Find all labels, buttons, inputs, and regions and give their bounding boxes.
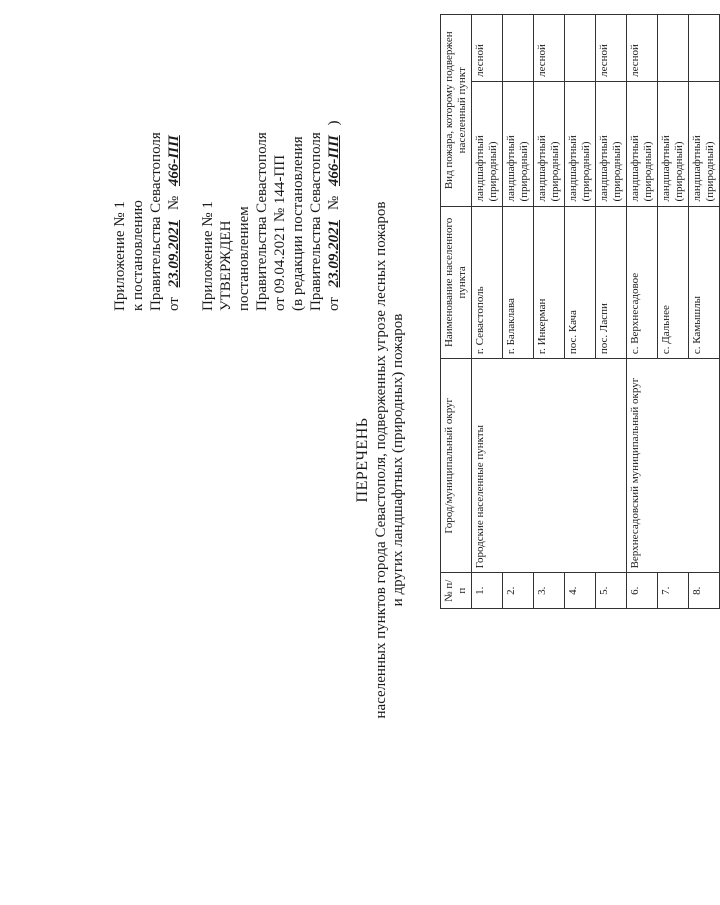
row-fire-type-extra <box>565 15 596 82</box>
table-row <box>627 15 658 609</box>
title-subtitle: населенных пунктов города Севастополя, подверженных угрозе лесных пожаров <box>373 201 389 719</box>
number-prefix: № <box>326 195 342 211</box>
settlements-table <box>440 14 720 609</box>
approval-line: Приложение № 1 <box>200 201 216 311</box>
approval-line: Правительства Севастополя <box>308 132 324 311</box>
title-main: ПЕРЕЧЕНЬ <box>354 417 371 503</box>
header-settlement: Наименование населенного пункта <box>441 206 472 359</box>
row-num: 8. <box>689 573 720 609</box>
row-fire-type-extra: лесной <box>596 15 627 82</box>
row-fire-type: ландшафтный (природный) <box>472 81 503 206</box>
approval-block <box>199 120 343 311</box>
appendix-line: Правительства Севастополя <box>148 132 164 311</box>
header-fire-type: Вид пожара, которому подвержен населенный пункт <box>441 15 472 207</box>
row-num: 3. <box>534 573 565 609</box>
row-fire-type-extra <box>658 15 689 82</box>
row-fire-type-extra <box>689 15 720 82</box>
title-subtitle: и других ландшафтных (природных) пожаров <box>390 313 406 607</box>
table-header-row <box>441 15 472 609</box>
row-fire-type-extra: лесной <box>627 15 658 82</box>
row-settlement: пос. Ласпи <box>596 206 627 359</box>
row-fire-type: ландшафтный (природный) <box>534 81 565 206</box>
date-prefix: от <box>166 297 182 311</box>
handwritten-number: 466-ПП <box>326 135 342 187</box>
approval-line: УТВЕРЖДЕН <box>218 220 234 311</box>
row-settlement: г. Севастополь <box>472 206 503 359</box>
table-row <box>472 15 503 609</box>
row-settlement: с. Камышлы <box>689 206 720 359</box>
approval-line: от 09.04.2021 № 144-ПП <box>272 154 288 311</box>
row-settlement: пос. Кача <box>565 206 596 359</box>
approval-line: (в редакции постановления <box>290 136 306 311</box>
row-fire-type-extra: лесной <box>534 15 565 82</box>
handwritten-date: 23.09.2021 <box>166 219 182 288</box>
header-district: Город/муниципальный округ <box>441 359 472 573</box>
row-settlement: г. Балаклава <box>503 206 534 359</box>
row-fire-type: ландшафтный (природный) <box>565 81 596 206</box>
handwritten-number: 466-ПП <box>166 135 182 187</box>
row-settlement: с. Дальнее <box>658 206 689 359</box>
row-district: Верхнесадовский муниципальный округ <box>627 359 720 573</box>
closing-paren: ) <box>326 120 342 126</box>
row-num: 1. <box>472 573 503 609</box>
document-title <box>354 35 407 885</box>
appendix-line: Приложение № 1 <box>112 201 128 311</box>
header-num: № п/п <box>441 573 472 609</box>
row-settlement: с. Верхнесадовое <box>627 206 658 359</box>
row-num: 2. <box>503 573 534 609</box>
row-num: 7. <box>658 573 689 609</box>
row-district: Городские населенные пункты <box>472 359 627 573</box>
row-fire-type-extra: лесной <box>472 15 503 82</box>
approval-line: постановлением <box>236 206 252 311</box>
approval-line: Правительства Севастополя <box>254 132 270 311</box>
approval-date-line <box>325 120 343 311</box>
appendix-block <box>111 129 183 311</box>
row-fire-type: ландшафтный (природный) <box>627 81 658 206</box>
row-fire-type: ландшафтный (природный) <box>689 81 720 206</box>
row-fire-type: ландшафтный (природный) <box>596 81 627 206</box>
row-settlement: г. Инкерман <box>534 206 565 359</box>
handwritten-date: 23.09.2021 <box>326 219 342 288</box>
row-fire-type: ландшафтный (природный) <box>658 81 689 206</box>
number-prefix: № <box>166 195 182 211</box>
appendix-line: к постановлению <box>130 200 146 311</box>
appendix-date-line <box>165 129 183 311</box>
row-fire-type-extra <box>503 15 534 82</box>
row-fire-type: ландшафтный (природный) <box>503 81 534 206</box>
date-prefix: от <box>326 297 342 311</box>
row-num: 6. <box>627 573 658 609</box>
row-num: 5. <box>596 573 627 609</box>
row-num: 4. <box>565 573 596 609</box>
